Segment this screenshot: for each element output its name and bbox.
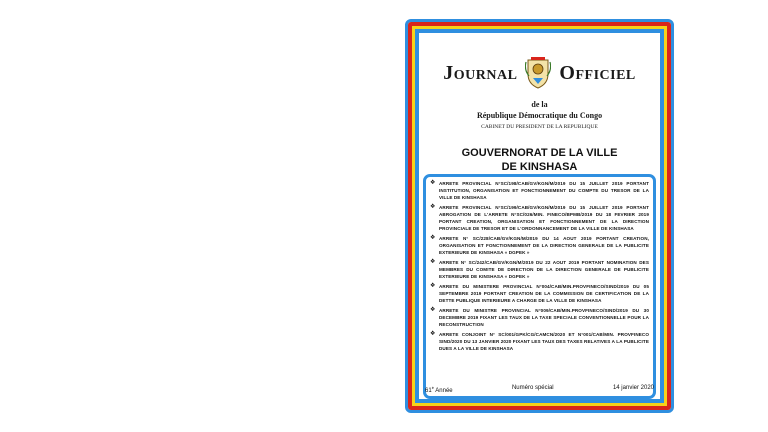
list-item: ❖ ARRETE PROVINCIAL N°SC/198/CAB/GV/KGN/M/2019 DU 15 JUILLET 2019 PORTANT INSTITUTION, ORGANISATION ET FONCTIONNEMENT DU COMPTE DU TRESOR DE LA VILLE DE KINSHASA: [430, 180, 649, 200]
masthead-right-word: Officiel: [559, 61, 636, 84]
journal-cover-page: [405, 19, 674, 413]
list-item: ❖ ARRETE N° SC/228/CAB/GV/KGN/M/2019 DU 14 AOUT 2019 PORTANT CREATION, ORGANISATION ET FONCTIONNEMENT DE LA DIRECTION GENERALE DE LA PUBLICITE EXTERIEURE DE KINSHASA « DGPEK »: [430, 235, 649, 255]
diamond-bullet-icon: ❖: [430, 283, 436, 289]
list-item: ❖ ARRETE N° SC/242/CAB/GV/KGN/M/2019 DU 22 AOUT 2019 PORTANT NOMINATION DES MEMBRES DU COMITE DE DIRECTION DE LA DIRECTION GENERALE DE PUBLICITE EXTERIEURE DE KINSHASA « DGPEK »: [430, 259, 649, 279]
list-item: ❖ ARRETE DU MINISTERE PROVINCIAL N°004/CAB/MIN.PROVFINECO/SIND/2019 DU 05 SEPTEMBRE 2019 PORTANT CREATION DE LA COMMISSION DE CERTIFICATION DE LA DETTE PUBLIQUE INTERIEURE A CHARGE DE LA VILLE DE KINSHASA: [430, 283, 649, 303]
cover-content: [422, 36, 657, 396]
contents-list: [423, 174, 656, 399]
list-item: ❖ ARRETE CONJOINT N° SC/001/GPK/CG/CAMCN/2020 ET N°001/CAB/MIN. PROVFINECO SIND/2020 DU 13 JANVIER 2020 FIXANT LES TAUX DES TAXES RELATIVES A LA PUBLICITE DUES A LA VILLE DE KINSHASA: [430, 331, 649, 351]
diamond-bullet-icon: ❖: [430, 235, 436, 241]
diamond-bullet-icon: ❖: [430, 204, 436, 210]
diamond-bullet-icon: ❖: [430, 180, 436, 186]
section-heading: [422, 146, 657, 174]
section-heading-line1: GOUVERNORAT DE LA VILLE: [461, 147, 618, 159]
list-item: ❖ ARRETE DU MINISTRE PROVINCIAL N°009/CAB/MIN.PROVFINECO/SIND/2019 DU 30 DECEMBRE 2019 FIXANT LES TAUX DE LA TAXE SPECIALE CONVENTIONNELLE POUR LA RECONSTRUCTION: [430, 307, 649, 327]
section-heading-line2: DE KINSHASA: [501, 161, 578, 173]
subtitle-cabinet: CABINET DU PRESIDENT DE LA REPUBLIQUE: [481, 124, 598, 130]
subtitle-country: République Démocratique du Congo: [476, 111, 603, 120]
footer-date: 14 janvier 2020: [612, 385, 654, 391]
subtitle-de-la: de la: [531, 100, 548, 109]
list-item: ❖ ARRETE PROVINCIAL N°SC/199/CAB/GV/KGN/M/2019 DU 15 JUILLET 2019 PORTANT ABROGATION DE L'ARRETE N°SC/026/MIN. FINECO/BPMB/2019 DU 18 FEVRIER 2019 PORTANT CREATION, ORGANISATION ET FONCTIONNEMENT DE LA DIRECTION PROVINCIALE DE TRESOR ET DE L'ORDONNANCEMENT DE LA VILLE DE KINSHASA: [430, 204, 649, 231]
masthead-left-word: Journal: [443, 61, 518, 84]
masthead: [422, 56, 657, 90]
coat-of-arms-icon: [525, 56, 551, 90]
diamond-bullet-icon: ❖: [430, 307, 436, 313]
diamond-bullet-icon: ❖: [430, 259, 436, 265]
cover-footer: [425, 385, 654, 394]
footer-issue: Numéro spécial: [511, 385, 554, 391]
diamond-bullet-icon: ❖: [430, 331, 436, 337]
footer-year: $61^è$ Année: [425, 385, 453, 394]
